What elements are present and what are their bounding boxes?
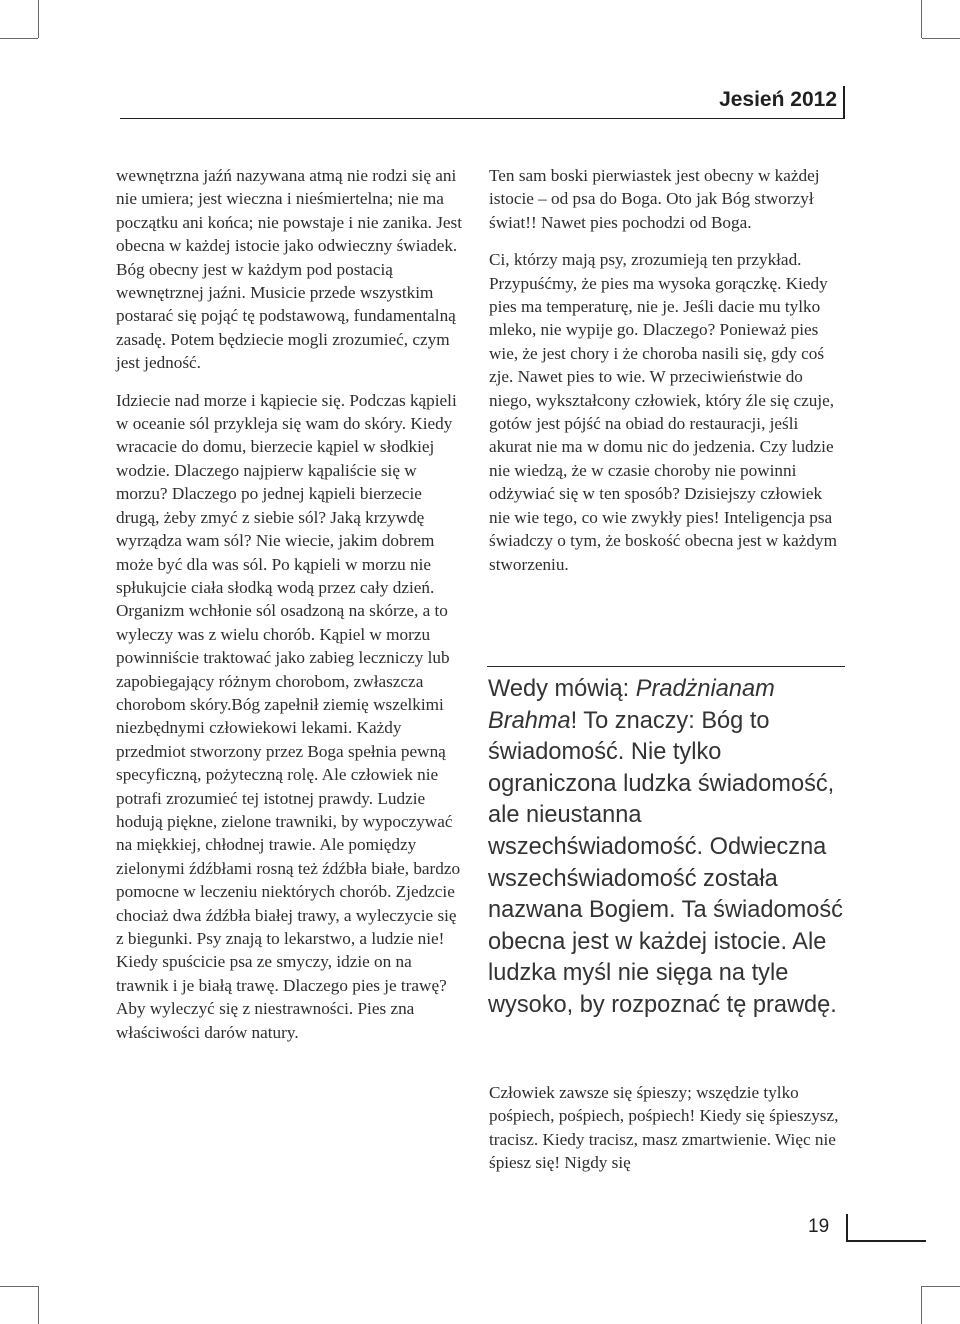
- crop-mark: [38, 0, 39, 38]
- crop-mark: [921, 1286, 922, 1324]
- right-column: [489, 164, 844, 576]
- page-number-line: [846, 1240, 926, 1242]
- header-bar: [843, 86, 845, 118]
- paragraph: wewnętrzna jaźń nazywana atmą nie rodzi się ani nie umiera; jest wieczna i nieśmiertelna; nie ma początku ani końca; nie powstaje i nie zanika. Jest obecna w każdej istocie jako odwieczny świadek. Bóg obecny jest w każdym pod postacią wewnętrznej jaźni. Musicie przede wszystkim postarać się pojąć tę podstawową, fundamentalną zasadę. Potem będziecie mogli zrozumieć, czym jest jedność.: [116, 166, 463, 373]
- paragraph: Człowiek zawsze się śpieszy; wszędzie tylko pośpiech, pośpiech, pośpiech! Kiedy się śpieszysz, tracisz. Kiedy tracisz, masz zmartwienie. Więc nie śpiesz się! Nigdy się: [489, 1083, 839, 1173]
- crop-mark: [38, 1286, 39, 1324]
- pull-quote-term: Brahma: [488, 707, 571, 734]
- left-column: [116, 164, 468, 1044]
- paragraph: Ci, którzy mają psy, zrozumieją ten przykład. Przypuśćmy, że pies ma wysoka gorączkę. Kiedy pies ma temperaturę, nie je. Jeśli dacie mu tylko mleko, nie wypije go. Dlaczego? Ponieważ pies wie, że jest chory i że choroba nasili się, gdy coś zje. Nawet pies to wie. W przeciwieństwie do niego, wykształcony człowiek, który źle się czuje, gotów jest pójść na obiad do restauracji, jeśli akurat nie ma w domu nic do jedzenia. Czy ludzie nie wiedzą, że w czasie choroby nie powinni odżywiać się w ten sposób? Dzisiejszy człowiek nie wie tego, co wie zwykły pies! Inteligencja psa świadczy o tym, że boskość obecna jest w każdym stworzeniu.: [489, 250, 837, 574]
- pull-quote-intro: Wedy mówią:: [488, 676, 636, 702]
- crop-mark: [0, 1286, 38, 1287]
- page-number-bar: [846, 1214, 848, 1242]
- pull-quote-term: Pradżnianam: [635, 676, 775, 702]
- crop-mark: [0, 38, 38, 39]
- pull-quote: [488, 674, 848, 1022]
- paragraph: Ten sam boski pierwiastek jest obecny w każdej istocie – od psa do Boga. Oto jak Bóg stworzył świat!! Nawet pies pochodzi od Boga.: [489, 166, 820, 232]
- crop-mark: [922, 1286, 960, 1287]
- running-header: [120, 86, 845, 119]
- crop-mark: [921, 0, 922, 38]
- paragraph: Idziecie nad morze i kąpiecie się. Podczas kąpieli w oceanie sól przykleja się wam do skóry. Kiedy wracacie do domu, bierzecie kąpiel w słodkiej wodzie. Dlaczego najpierw kąpaliście się w morzu? Dlaczego po jednej kąpieli bierzecie drugą, żeby zmyć z siebie sól? Jaką krzywdę wyrządza wam sól? Nie wiecie, jakim dobrem może być dla was sól. Po kąpieli w morzu nie spłukujcie ciała słodką wodą przez cały dzień. Organizm wchłonie sól osadzoną na skórze, a to wyleczy was z wielu chorób. Kąpiel w morzu powinniście traktować jako zabieg leczniczy lub zapobiegający różnym chorobom, zwłaszcza chorobom skóry.Bóg zapełnił ziemię wszelkimi niezbędnymi człowiekowi lekami. Każdy przedmiot stworzony przez Boga spełnia pewną specyficzną, pożyteczną rolę. Ale człowiek nie potrafi zrozumieć tej istotnej prawdy. Ludzie hodują piękne, zielone trawniki, by wypoczywać na miękkiej, chłodnej trawie. Ale pomiędzy zielonymi źdźbłami rosną też źdźbła białe, bardzo pomocne w leczeniu niektórych chorób. Zjedzcie chociaż dwa źdźbła białej trawy, a wyleczycie się z biegunki. Psy znają to lekarstwo, a ludzie nie! Kiedy spuścicie psa ze smyczy, idzie on na trawnik i je białą trawę. Dlaczego pies je trawę? Aby wyleczyć się z niestrawności. Pies zna właściwości darów natury.: [116, 390, 461, 1042]
- pull-quote-body: ! To znaczy: Bóg to świadomość. Nie tylko ograniczona ludzka świadomość, ale nieustanna wszechświadomość. Odwieczna wszechświadomość została nazwana Bogiem. Ta świadomość obecna jest w każdej istocie. Ale ludzka myśl nie sięga na tyle wysoko, by rozpoznać tę prawdę.: [488, 707, 843, 1018]
- page-number: 19: [808, 1216, 830, 1237]
- pull-quote-rule: [487, 666, 845, 667]
- crop-mark: [922, 38, 960, 39]
- issue-title: Jesień 2012: [719, 88, 837, 111]
- right-column-continued: [489, 1081, 844, 1175]
